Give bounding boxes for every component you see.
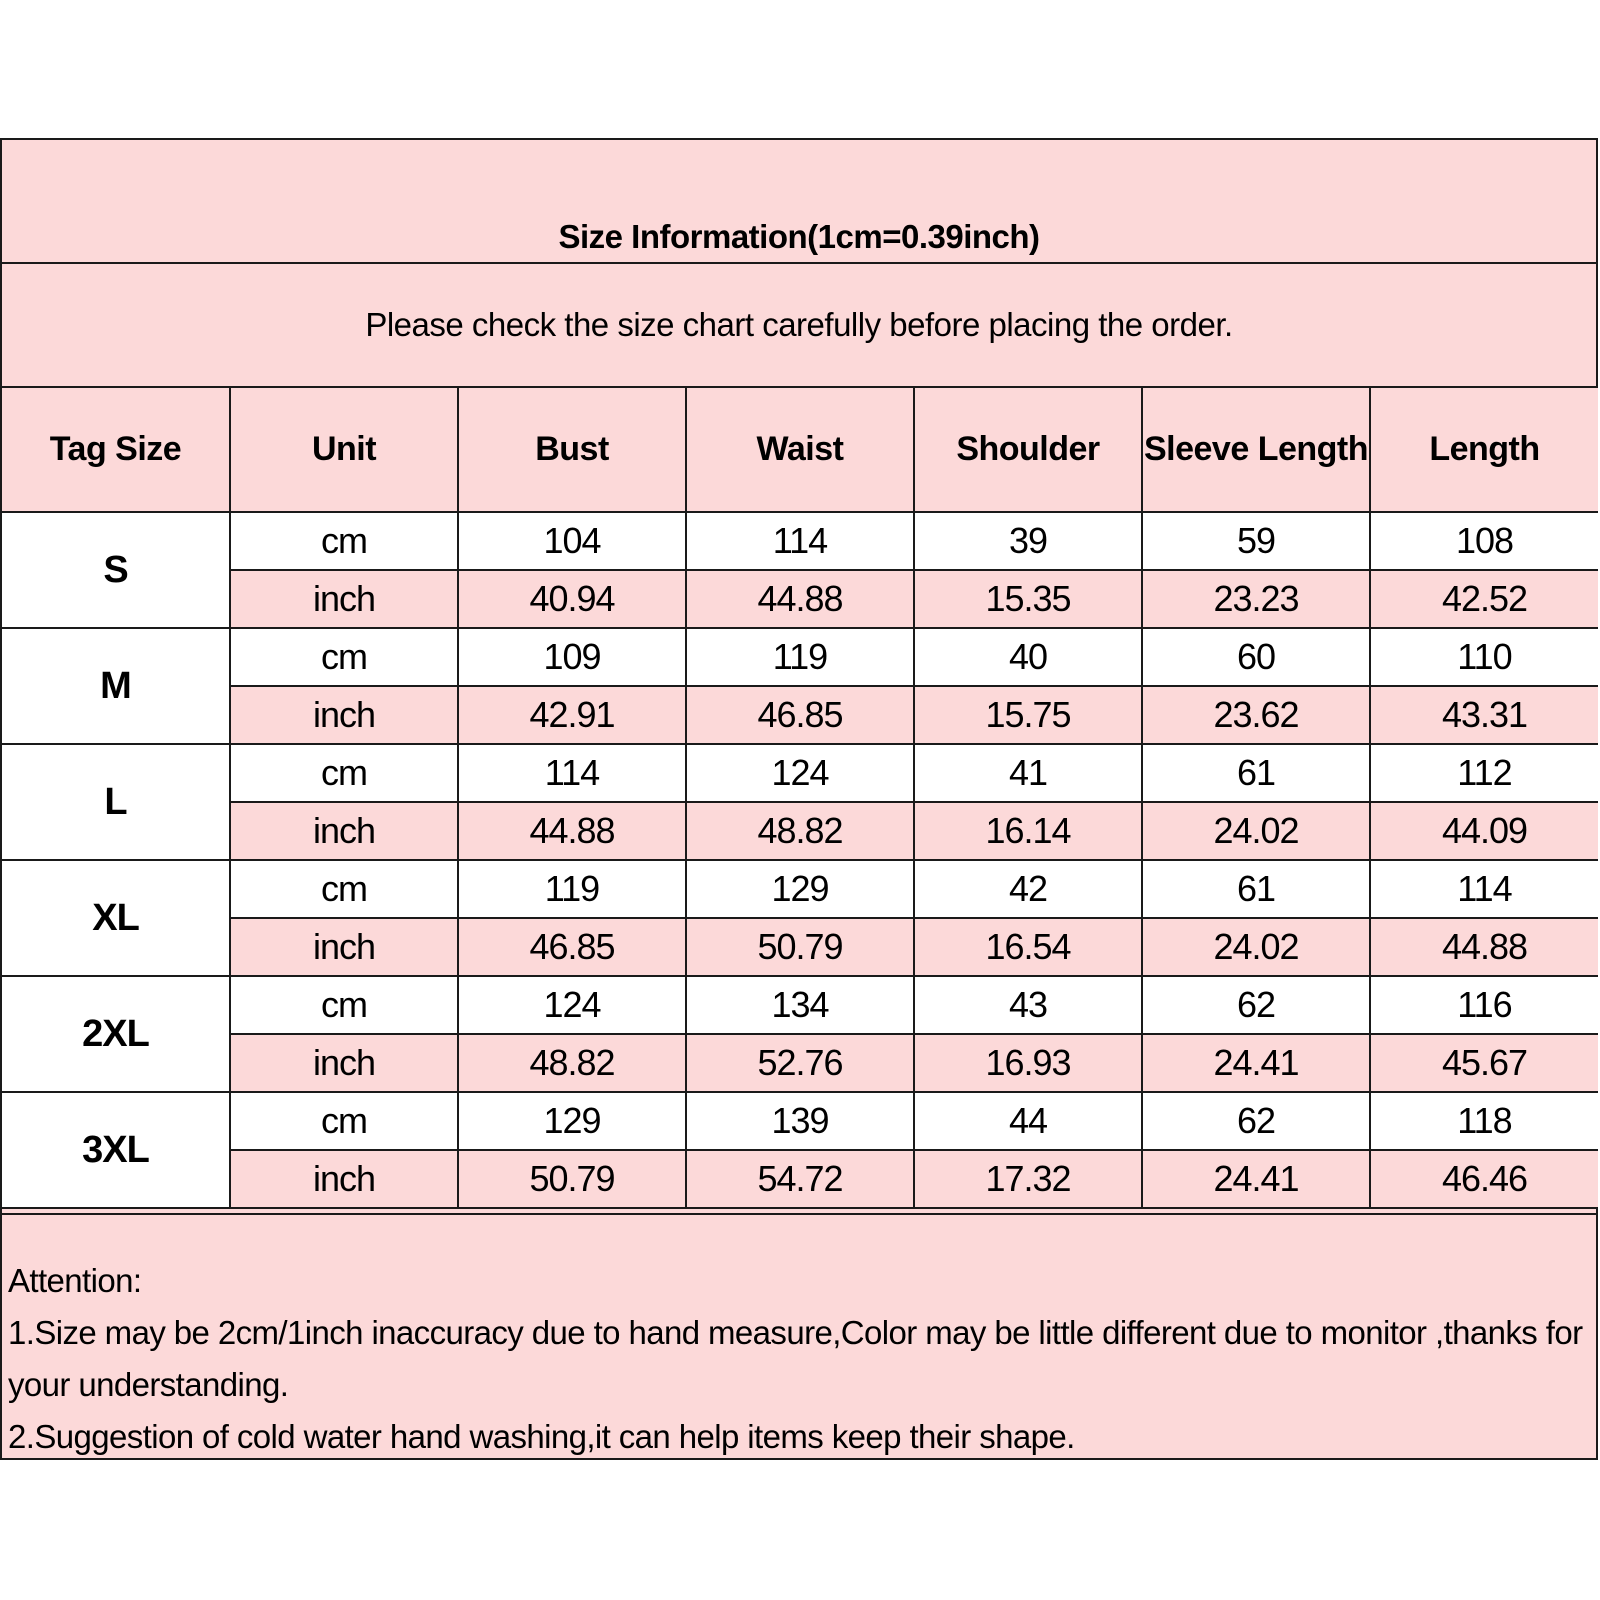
header-bust: Bust [458, 388, 686, 512]
subtitle-row [2, 264, 1596, 388]
sleeve-length-cell: 23.62 [1142, 686, 1370, 744]
header-row [2, 388, 1598, 512]
sleeve-length-cell: 24.41 [1142, 1034, 1370, 1092]
table-row [2, 1034, 1598, 1092]
bust-cell: 48.82 [458, 1034, 686, 1092]
waist-cell: 119 [686, 628, 914, 686]
header-length: Length [1370, 388, 1598, 512]
table-row [2, 802, 1598, 860]
waist-cell: 54.72 [686, 1150, 914, 1208]
attention-notes [2, 1213, 1596, 1458]
notes-heading: Attention: [8, 1262, 142, 1299]
header-waist: Waist [686, 388, 914, 512]
tag-size-cell: 2XL [2, 976, 230, 1092]
length-cell: 116 [1370, 976, 1598, 1034]
sleeve-length-cell: 24.02 [1142, 918, 1370, 976]
table-row [2, 628, 1598, 686]
header-unit: Unit [230, 388, 458, 512]
notes-line-1: 1.Size may be 2cm/1inch inaccuracy due to hand measure,Color may be little different due to monitor ,thanks for your understanding. [8, 1314, 1583, 1403]
bust-cell: 40.94 [458, 570, 686, 628]
shoulder-cell: 16.54 [914, 918, 1142, 976]
waist-cell: 52.76 [686, 1034, 914, 1092]
shoulder-cell: 16.93 [914, 1034, 1142, 1092]
length-cell: 108 [1370, 512, 1598, 570]
unit-cell: inch [230, 686, 458, 744]
size-table [2, 388, 1598, 1209]
tag-size-cell: L [2, 744, 230, 860]
sleeve-length-cell: 24.02 [1142, 802, 1370, 860]
tag-size-cell: M [2, 628, 230, 744]
bust-cell: 109 [458, 628, 686, 686]
waist-cell: 44.88 [686, 570, 914, 628]
chart-title: Size Information(1cm=0.39inch) [558, 218, 1040, 255]
unit-cell: inch [230, 918, 458, 976]
unit-cell: cm [230, 860, 458, 918]
header-shoulder: Shoulder [914, 388, 1142, 512]
length-cell: 44.88 [1370, 918, 1598, 976]
unit-cell: inch [230, 570, 458, 628]
header-tag-size: Tag Size [2, 388, 230, 512]
title-row [2, 140, 1596, 264]
bust-cell: 42.91 [458, 686, 686, 744]
length-cell: 118 [1370, 1092, 1598, 1150]
sleeve-length-cell: 62 [1142, 976, 1370, 1034]
table-row [2, 918, 1598, 976]
sleeve-length-cell: 61 [1142, 860, 1370, 918]
waist-cell: 50.79 [686, 918, 914, 976]
unit-cell: cm [230, 744, 458, 802]
table-row [2, 512, 1598, 570]
length-cell: 110 [1370, 628, 1598, 686]
waist-cell: 46.85 [686, 686, 914, 744]
shoulder-cell: 40 [914, 628, 1142, 686]
length-cell: 46.46 [1370, 1150, 1598, 1208]
table-row [2, 1092, 1598, 1150]
shoulder-cell: 39 [914, 512, 1142, 570]
table-row [2, 860, 1598, 918]
waist-cell: 124 [686, 744, 914, 802]
table-row [2, 570, 1598, 628]
shoulder-cell: 15.75 [914, 686, 1142, 744]
unit-cell: cm [230, 1092, 458, 1150]
bust-cell: 50.79 [458, 1150, 686, 1208]
length-cell: 43.31 [1370, 686, 1598, 744]
shoulder-cell: 44 [914, 1092, 1142, 1150]
length-cell: 112 [1370, 744, 1598, 802]
sleeve-length-cell: 61 [1142, 744, 1370, 802]
unit-cell: cm [230, 628, 458, 686]
length-cell: 42.52 [1370, 570, 1598, 628]
unit-cell: inch [230, 802, 458, 860]
tag-size-cell: S [2, 512, 230, 628]
shoulder-cell: 15.35 [914, 570, 1142, 628]
bust-cell: 129 [458, 1092, 686, 1150]
length-cell: 44.09 [1370, 802, 1598, 860]
shoulder-cell: 41 [914, 744, 1142, 802]
unit-cell: cm [230, 976, 458, 1034]
sleeve-length-cell: 60 [1142, 628, 1370, 686]
table-row [2, 744, 1598, 802]
unit-cell: inch [230, 1150, 458, 1208]
waist-cell: 139 [686, 1092, 914, 1150]
table-row [2, 686, 1598, 744]
tag-size-cell: 3XL [2, 1092, 230, 1208]
length-cell: 114 [1370, 860, 1598, 918]
table-row [2, 976, 1598, 1034]
tag-size-cell: XL [2, 860, 230, 976]
notes-line-2: 2.Suggestion of cold water hand washing,it can help items keep their shape. [8, 1418, 1075, 1455]
bust-cell: 114 [458, 744, 686, 802]
sleeve-length-cell: 24.41 [1142, 1150, 1370, 1208]
shoulder-cell: 17.32 [914, 1150, 1142, 1208]
table-row [2, 1150, 1598, 1208]
size-chart [0, 138, 1598, 1460]
sleeve-length-cell: 59 [1142, 512, 1370, 570]
bust-cell: 104 [458, 512, 686, 570]
waist-cell: 48.82 [686, 802, 914, 860]
length-cell: 45.67 [1370, 1034, 1598, 1092]
shoulder-cell: 42 [914, 860, 1142, 918]
waist-cell: 134 [686, 976, 914, 1034]
sleeve-length-cell: 62 [1142, 1092, 1370, 1150]
bust-cell: 124 [458, 976, 686, 1034]
bust-cell: 46.85 [458, 918, 686, 976]
sleeve-length-cell: 23.23 [1142, 570, 1370, 628]
header-sleeve-length: Sleeve Length [1142, 388, 1370, 512]
bust-cell: 44.88 [458, 802, 686, 860]
shoulder-cell: 43 [914, 976, 1142, 1034]
waist-cell: 129 [686, 860, 914, 918]
unit-cell: cm [230, 512, 458, 570]
unit-cell: inch [230, 1034, 458, 1092]
shoulder-cell: 16.14 [914, 802, 1142, 860]
chart-subtitle: Please check the size chart carefully before placing the order. [365, 306, 1233, 343]
waist-cell: 114 [686, 512, 914, 570]
bust-cell: 119 [458, 860, 686, 918]
